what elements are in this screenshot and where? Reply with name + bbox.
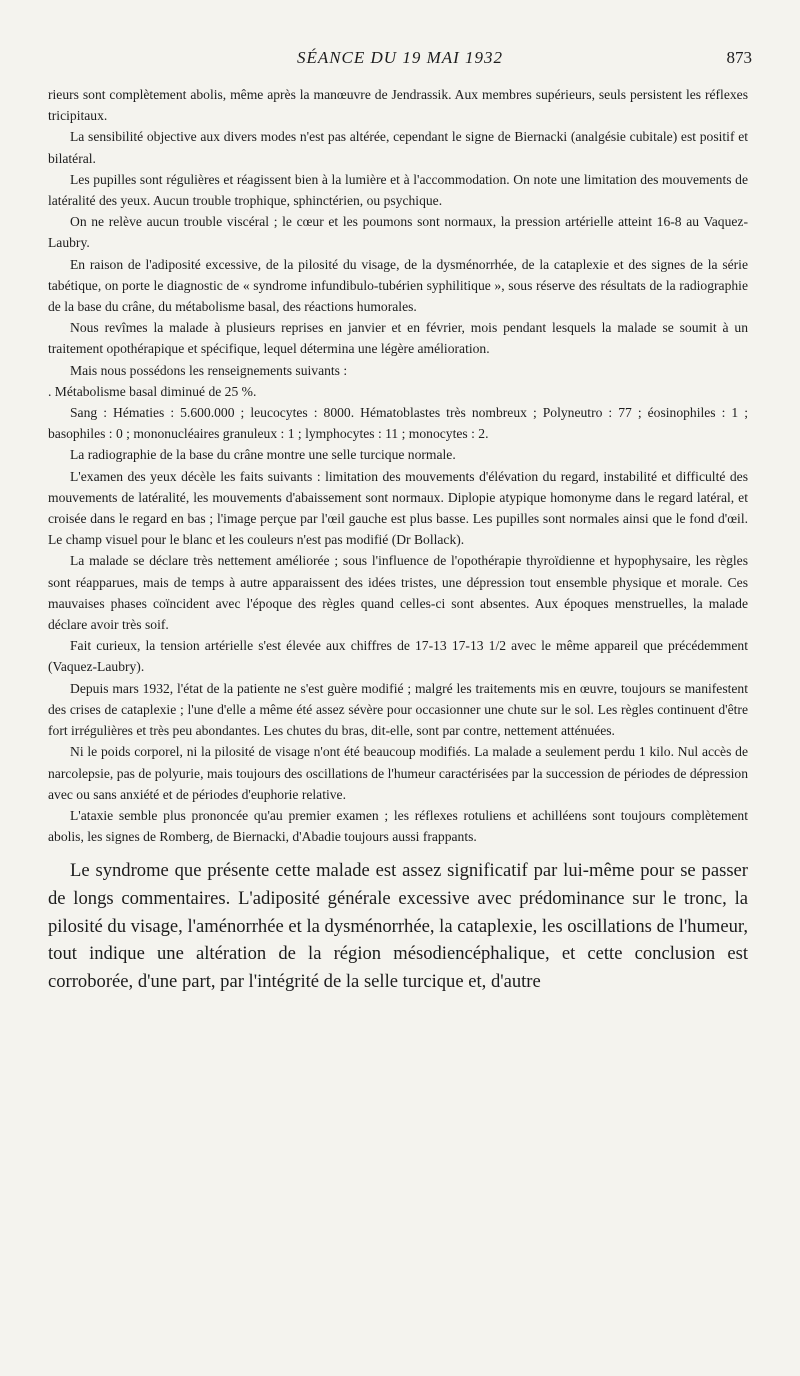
paragraph: Nous revîmes la malade à plusieurs reprises en janvier et en février, mois pendant lesquels la malade se soumit à un traitement opothérapique et spécifique, lequel détermina une légère amélioration. <box>48 320 748 357</box>
section-gap <box>48 847 748 857</box>
page-header <box>48 48 752 76</box>
page-number: 873 <box>726 48 752 67</box>
paragraph: L'ataxie semble plus prononcée qu'au premier examen ; les réflexes rotuliens et achilléens sont toujours complètement abolis, les signes de Romberg, de Biernacki, d'Abadie toujours aussi frappants. <box>48 807 748 845</box>
paragraph: Ni le poids corporel, ni la pilosité de visage n'ont été beaucoup modifiés. La malade a seulement perdu 1 kilo. Nul accès de narcolepsie, pas de polyurie, mais toujours des oscillations de l'humeur caractérisées par la succession de périodes de dépression avec ou sans anxiété et de périodes d'euphorie relative. <box>48 744 748 802</box>
paragraph: Sang : Hématies : 5.600.000 ; leucocytes : 8000. Hématoblastes très nombreux ; Polyneutro : 77 ; éosinophiles : 1 ; basophiles : 0 ; mononucléaires granuleux : 1 ; lymphocytes : 11 ; monocytes : 2. <box>48 405 748 442</box>
paragraph: La radiographie de la base du crâne montre une selle turcique normale. <box>70 447 456 463</box>
paragraph: On ne relève aucun trouble viscéral ; le cœur et les poumons sont normaux, la pression artérielle atteint 16-8 au Vaquez-Laubry. <box>48 214 748 251</box>
page-body <box>48 84 748 995</box>
paragraph: Fait curieux, la tension artérielle s'est élevée aux chiffres de 17-13 17-13 1/2 avec le même appareil que précédemment (Vaquez-Laubry). <box>48 638 748 675</box>
paragraph: Mais nous possédons les renseignements suivants : <box>70 362 348 378</box>
paragraph: Depuis mars 1932, l'état de la patiente ne s'est guère modifié ; malgré les traitements mis en œuvre, toujours se manifestent des crises de cataplexie ; l'une d'elle a même été assez sévère pour occasionner une chute sur le sol. Les règles continuent d'être fort irrégulières et très peu abondantes. Les chutes du bras, dit-elle, sont par contre, nettement atténuées. <box>48 680 748 739</box>
paragraph: La malade se déclare très nettement améliorée ; sous l'influence de l'opothérapie thyroïdienne et hypophysaire, les règles sont réapparues, mais de temps à autre apparaissent des idées tristes, une dépression tout ensemble physique et morale. Ces mauvaises phases coïncident avec l'époque des règles quand celles-ci sont absentes. Aux époques menstruelles, la malade déclare avoir très soif. <box>48 553 748 633</box>
paragraph: La sensibilité objective aux divers modes n'est pas altérée, cependant le signe de Biernacki (analgésie cubitale) est positif et bilatéral. <box>48 129 748 166</box>
paragraph: . Métabolisme basal diminué de 25 %. <box>48 383 257 399</box>
running-title: SÉANCE DU 19 MAI 1932 <box>296 48 504 67</box>
paragraph: En raison de l'adiposité excessive, de la pilosité du visage, de la dysménorrhée, de la cataplexie et des signes de la série tabétique, on porte le diagnostic de « syndrome infundibulo-tubérien syphilitique », sous réserve des résultats de la radiographie de la base du crâne, du métabolisme basal, des réactions humorales. <box>48 256 748 315</box>
paragraph: L'examen des yeux décèle les faits suivants : limitation des mouvements d'élévation du regard, instabilité et difficulté des mouvements de latéralité, les mouvements d'abaissement sont normaux. Diplopie atypique homonyme dans le regard latéral, et croisée dans le regard en bas ; l'image perçue par l'œil gauche est plus basse. Les pupilles sont normales ainsi que le fond d'œil. Le champ visuel pour le blanc et les couleurs n'est pas modifié (Dr Bollack). <box>48 468 748 548</box>
conclusion-paragraph: Le syndrome que présente cette malade est assez significatif par lui-même pour se passer de longs commentaires. L'adiposité générale excessive avec prédominance sur le tronc, la pilosité du visage, l'aménorrhée et la dysménorrhée, la cataplexie, les oscillations de l'humeur, tout indique une altération de la région mésodiencéphalique, et cette conclusion est corroborée, d'une part, par l'intégrité de la selle turcique et, d'autre <box>48 860 748 992</box>
paragraph: rieurs sont complètement abolis, même après la manœuvre de Jendrassik. Aux membres supérieurs, seuls persistent les réflexes tricipitaux. <box>48 87 748 124</box>
paragraph: Les pupilles sont régulières et réagissent bien à la lumière et à l'accommodation. On note une limitation des mouvements de latéralité des yeux. Aucun trouble trophique, sphinctérien, ou psychique. <box>48 171 748 209</box>
